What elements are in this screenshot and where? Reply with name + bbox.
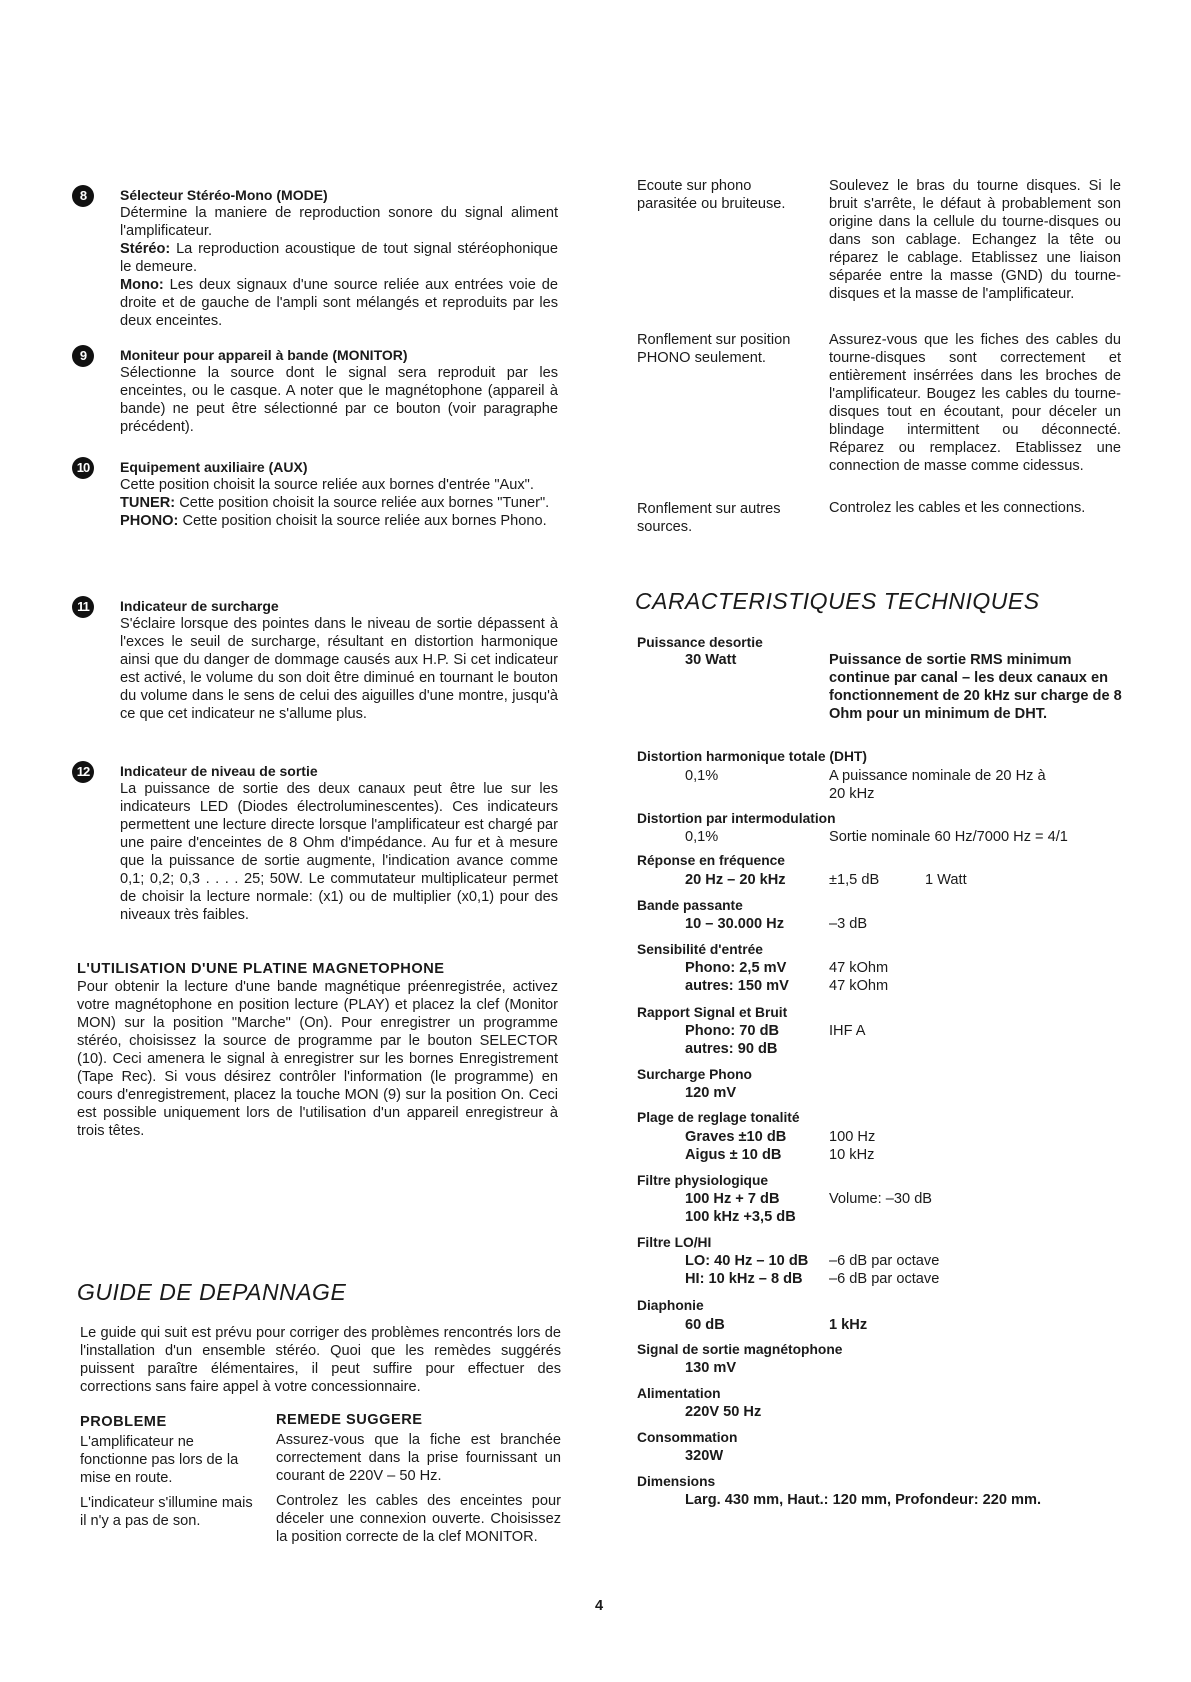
- spec-value: 220V 50 Hz: [685, 1404, 762, 1420]
- feature-number-9: 9: [72, 345, 94, 367]
- guide-remedy: Controlez les cables et les connections.: [829, 500, 1086, 516]
- spec-label: Puissance desortie: [637, 635, 763, 650]
- specs-title: CARACTERISTIQUES TECHNIQUES: [635, 588, 1040, 614]
- spec-tolerance: –3 dB: [829, 916, 868, 932]
- spec-label: Bande passante: [637, 898, 743, 913]
- spec-label: Rapport Signal et Bruit: [637, 1005, 788, 1020]
- spec-desc: Sortie nominale 60 Hz/7000 Hz = 4/1: [829, 829, 1068, 845]
- feature-text: PHONO: Cette position choisit la source reliée aux bornes Phono.: [120, 513, 547, 529]
- feature-number-12: 12: [72, 761, 94, 783]
- guide-remedy: Soulevez le bras du tourne disques. Si le bruit s'arrête, le défaut à probablement son origine dans la cellule du tourne-disques ou dans son cablage. Echangez la tête ou réparez le cablage. Etablissez une liaison séparée entre la masse (GND) du tourne-disques et la masse de l'amplificateur.: [829, 178, 1121, 302]
- spec-label: Distortion harmonique totale (DHT): [637, 749, 867, 764]
- spec-value: Graves ±10 dB: [685, 1129, 787, 1145]
- spec-label: Filtre physiologique: [637, 1173, 769, 1188]
- guide-problem: Ecoute sur phono parasitée ou bruiteuse.: [637, 178, 786, 212]
- spec-desc: A puissance nominale de 20 Hz à 20 kHz: [829, 768, 1046, 802]
- spec-value: 100 kHz +3,5 dB: [685, 1209, 796, 1225]
- guide-problem: L'indicateur s'illumine mais il n'y a pas de son.: [80, 1495, 253, 1529]
- spec-extra: 10 kHz: [829, 1147, 875, 1163]
- spec-value: Phono: 70 dB: [685, 1023, 780, 1039]
- spec-label: Consommation: [637, 1430, 738, 1445]
- guide-intro: Le guide qui suit est prévu pour corriger des problèmes rencontrés lors de l'installation d'un ensemble stéréo. Quoi que les remèdes suggérés puissent paraître élémentaires, il peut suffire pour effectuer des corrections sans faire appel à votre concessionnaire.: [80, 1325, 561, 1395]
- spec-value: 30 Watt: [685, 652, 737, 668]
- guide-problem: Ronflement sur position PHONO seulement.: [637, 332, 791, 366]
- feature-title: Equipement auxiliaire (AUX): [120, 459, 308, 475]
- spec-desc: Puissance de sortie RMS minimum continue par canal – les deux canaux en fonctionnement de 20 kHz sur charge de 8 Ohm pour un minimum de DHT.: [829, 652, 1122, 722]
- guide-problem: L'amplificateur ne fonctionne pas lors de la mise en route.: [80, 1434, 239, 1486]
- spec-value: autres: 150 mV: [685, 978, 789, 994]
- spec-tolerance: ±1,5 dB: [829, 872, 880, 888]
- feature-text: S'éclaire lorsque des pointes dans le niveau de sortie dépassent à l'exces le seuil de surcharge, résultant en distortion harmonique ainsi que du danger de dommage causés aux H.P. Si cet indicateur est activé, le volume du son doit être diminué en tournant le bouton du volume dans le sens de celui des aiguilles d'une montre, jusqu'à ce que cet indicateur ne s'allume plus.: [120, 616, 558, 722]
- guide-col-problem: PROBLEME: [80, 1414, 167, 1430]
- feature-number-8: 8: [72, 185, 94, 207]
- feature-overload: [120, 597, 558, 723]
- spec-value: 0,1%: [685, 768, 719, 784]
- feature-text: La puissance de sortie des deux canaux peut être lue sur les indicateurs LED (Diodes électroluminescentes). Ces indicateurs permettent une lecture directe lorsque l'amplificateur est chargé par une paire d'enceintes de 8 Ohm d'impédance. Au fur et à mesure que la puissance de sortie augmente, l'indication avance comme 0,1; 0,2; 0,3 . . . . 25; 50W. Le commutateur multiplicateur permet de choisir la lecture normale: (x1) ou de multiplier (x0,1) pour des niveaux très faibles.: [120, 781, 558, 923]
- feature-text: Stéréo: La reproduction acoustique de tout signal stéréophonique le demeure.: [120, 241, 558, 275]
- spec-label: Surcharge Phono: [637, 1067, 752, 1082]
- feature-mode: [120, 186, 558, 330]
- guide-remedy: Controlez les cables des enceintes pour déceler une connexion ouverte. Choisissez la position correcte de la clef MONITOR.: [276, 1493, 561, 1545]
- spec-label: Signal de sortie magnétophone: [637, 1342, 843, 1357]
- spec-value: 20 Hz – 20 kHz: [685, 872, 786, 888]
- page-number: 4: [595, 1598, 604, 1614]
- spec-extra: Volume: –30 dB: [829, 1191, 933, 1207]
- spec-value: 120 mV: [685, 1085, 737, 1101]
- spec-value: 10 – 30.000 Hz: [685, 916, 784, 932]
- spec-extra: 100 Hz: [829, 1129, 876, 1145]
- platine-title: L'UTILISATION D'UNE PLATINE MAGNETOPHONE: [77, 961, 445, 977]
- spec-label: Filtre LO/HI: [637, 1235, 712, 1250]
- feature-text: Détermine la maniere de reproduction sonore du signal aliment l'amplificateur.: [120, 205, 558, 239]
- guide-remedy: Assurez-vous que la fiche est branchée correctement dans la prise fournissant un courant de 220V – 50 Hz.: [276, 1432, 561, 1484]
- spec-extra: –6 dB par octave: [829, 1271, 940, 1287]
- spec-label: Distortion par intermodulation: [637, 811, 836, 826]
- feature-text: Cette position choisit la source reliée aux bornes d'entrée "Aux".: [120, 477, 534, 493]
- feature-title: Indicateur de niveau de sortie: [120, 763, 318, 779]
- spec-value: 320W: [685, 1448, 724, 1464]
- feature-output-level: [120, 762, 558, 924]
- guide-col-remedy: REMEDE SUGGERE: [276, 1412, 423, 1428]
- spec-extra: IHF A: [829, 1023, 866, 1039]
- spec-label: Diaphonie: [637, 1298, 704, 1313]
- spec-extra: –6 dB par octave: [829, 1253, 940, 1269]
- spec-label: Alimentation: [637, 1386, 721, 1401]
- feature-aux: [120, 458, 558, 530]
- spec-value: autres: 90 dB: [685, 1041, 778, 1057]
- spec-value: LO: 40 Hz – 10 dB: [685, 1253, 809, 1269]
- spec-value: 0,1%: [685, 829, 719, 845]
- platine-text: Pour obtenir la lecture d'une bande magnétique préenregistrée, activez votre magnétophone en position lecture (PLAY) et placez la clef (Monitor MON) sur la position "Marche" (On). Pour enregistrer un programme stéréo, choisissez la source de programme par le bouton SELECTOR (10). Ceci amenera le signal à enregistrer sur les bornes Enregistrement (Tape Rec). Si vous désirez contrôler l'information (le programme) en cours d'enregistrement, placez la touche MON (9) sur la position On. Ceci est possible uniquement lors de l'utilisation d'un appareil enregistreur à trois têtes.: [77, 979, 558, 1139]
- spec-value: Phono: 2,5 mV: [685, 960, 787, 976]
- spec-label: Réponse en fréquence: [637, 853, 785, 868]
- feature-title: Moniteur pour appareil à bande (MONITOR): [120, 347, 408, 363]
- spec-label: Sensibilité d'entrée: [637, 942, 763, 957]
- spec-value: 100 Hz + 7 dB: [685, 1191, 780, 1207]
- feature-text: Sélectionne la source dont le signal sera reproduit par les enceintes, ou le casque. A noter que le magnétophone (appareil à bande) ne peut être sélectionné par ce bouton (voir paragraphe précédent).: [120, 365, 558, 435]
- feature-title: Indicateur de surcharge: [120, 598, 279, 614]
- spec-extra: 47 kOhm: [829, 978, 889, 994]
- spec-label: Plage de reglage tonalité: [637, 1110, 800, 1125]
- spec-extra: 1 Watt: [925, 872, 967, 888]
- spec-value: Larg. 430 mm, Haut.: 120 mm, Profondeur: 220 mm.: [685, 1492, 1042, 1508]
- guide-title: GUIDE DE DEPANNAGE: [77, 1279, 347, 1305]
- guide-remedy: Assurez-vous que les fiches des cables du tourne-disques sont correctement et entièrement insérrées dans les broches de l'amplificateur. Bougez les cables du tourne-disques tout en écoutant, pour déceler un blindage intermittent ou déconnecté. Réparez ou remplacez. Etablissez une connection de masse comme cidessus.: [829, 332, 1121, 474]
- spec-value: HI: 10 kHz – 8 dB: [685, 1271, 803, 1287]
- feature-number-10: 10: [72, 457, 94, 479]
- spec-label: Dimensions: [637, 1474, 716, 1489]
- feature-text: Mono: Les deux signaux d'une source reliée aux entrées voie de droite et de gauche de l'ampli sont mélangés et reproduits par les deux enceintes.: [120, 277, 558, 329]
- spec-value: 130 mV: [685, 1360, 737, 1376]
- platine-section: [77, 960, 558, 1140]
- feature-text: TUNER: Cette position choisit la source reliée aux bornes "Tuner".: [120, 495, 550, 511]
- guide-problem: Ronflement sur autres sources.: [637, 501, 781, 535]
- feature-number-11: 11: [72, 596, 94, 618]
- feature-title: Sélecteur Stéréo-Mono (MODE): [120, 187, 328, 203]
- spec-extra: 1 kHz: [829, 1317, 868, 1333]
- feature-monitor: [120, 346, 558, 436]
- spec-extra: 47 kOhm: [829, 960, 889, 976]
- spec-value: 60 dB: [685, 1317, 725, 1333]
- spec-value: Aigus ± 10 dB: [685, 1147, 782, 1163]
